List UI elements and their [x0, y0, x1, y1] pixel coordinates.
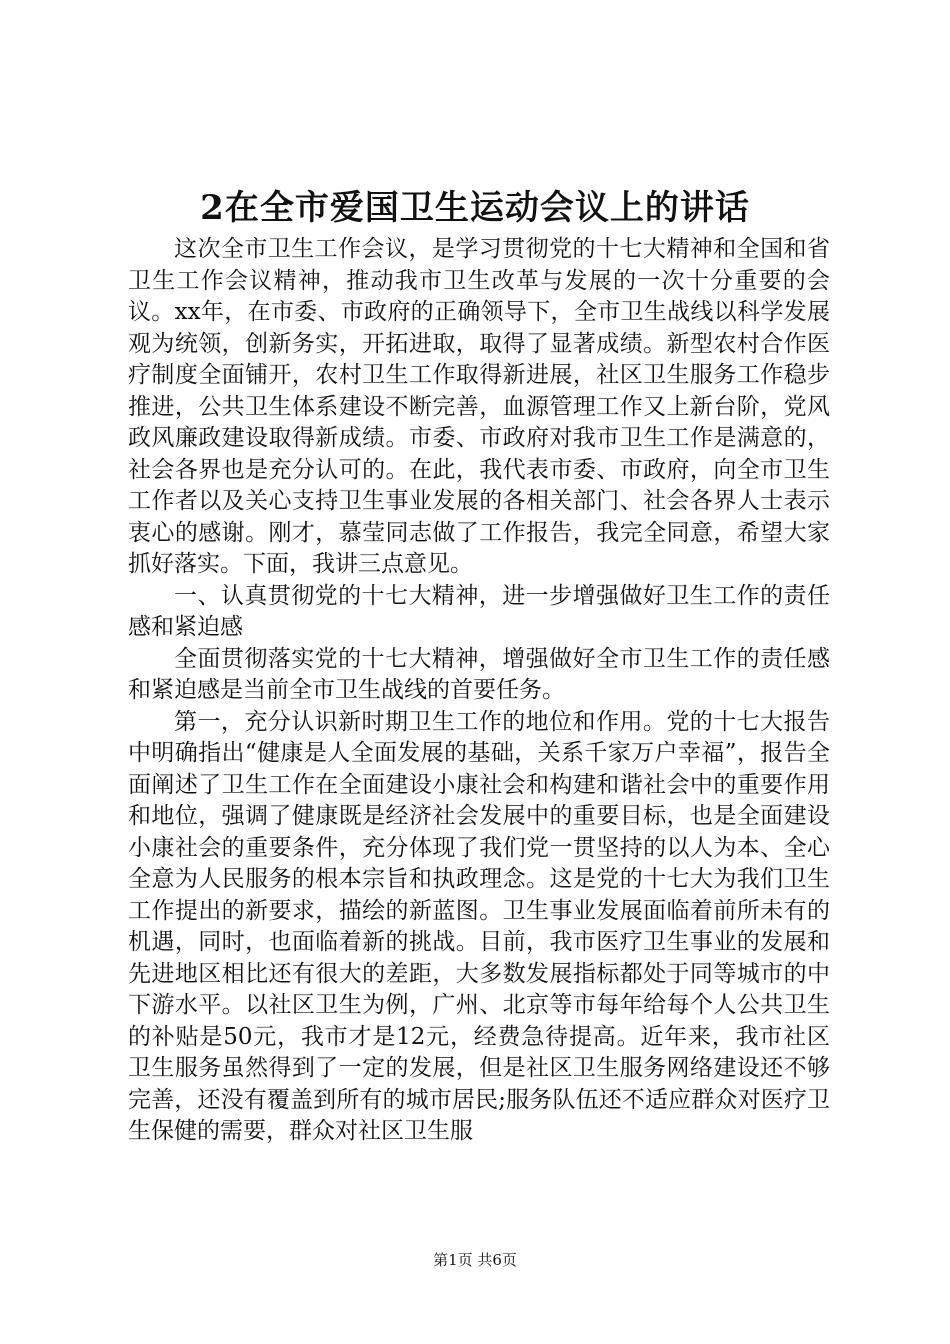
- paragraph-point-one: 第一，充分认识新时期卫生工作的地位和作用。党的十七大报告中明确指出“健康是人全面发展的基础，关系千家万户幸福”，报告全面阐述了卫生工作在全面建设小康社会和构建和谐社会中的重要作用和地位，强调了健康既是经济社会发展中的重要目标，也是全面建设小康社会的重要条件，充分体现了我们党一贯坚持的以人为本、全心全意为人民服务的根本宗旨和执政理念。这是党的十七大为我们卫生工作提出的新要求，描绘的新蓝图。卫生事业发展面临着前所未有的机遇，同时，也面临着新的挑战。目前，我市医疗卫生事业的发展和先进地区相比还有很大的差距，大多数发展指标都处于同等城市的中下游水平。以社区卫生为例，广州、北京等市每年给每个人公共卫生的补贴是50元，我市才是12元，经费急待提高。近年来，我市社区卫生服务虽然得到了一定的发展，但是社区卫生服务网络建设还不够完善，还没有覆盖到所有的城市居民;服务队伍还不适应群众对医疗卫生保健的需要，群众对社区卫生服: [128, 708, 830, 1144]
- document-title: 2在全市爱国卫生运动会议上的讲话: [200, 188, 750, 228]
- paragraph-intro: 这次全市卫生工作会议，是学习贯彻党的十七大精神和全国和省卫生工作会议精神，推动我市卫生改革与发展的一次十分重要的会议。xx年，在市委、市政府的正确领导下，全市卫生战线以科学发展观为统领，创新务实，开拓进取，取得了显著成绩。新型农村合作医疗制度全面铺开，农村卫生工作取得新进展，社区卫生服务工作稳步推进，公共卫生体系建设不断完善，血源管理工作又上新台阶，党风政风廉政建设取得新成绩。市委、市政府对我市卫生工作是满意的，社会各界也是充分认可的。在此，我代表市委、市政府，向全市卫生工作者以及关心支持卫生事业发展的各相关部门、社会各界人士表示衷心的感谢。刚才，慕莹同志做了工作报告，我完全同意，希望大家抓好落实。下面，我讲三点意见。: [128, 236, 830, 577]
- document-body: [128, 234, 830, 1148]
- paragraph-section-summary: 全面贯彻落实党的十七大精神，增强做好全市卫生工作的责任感和紧迫感是当前全市卫生战线的首要任务。: [128, 645, 830, 703]
- page-number-footer: 第1页 共6页: [433, 1251, 517, 1269]
- paragraph-section-heading: 一、认真贯彻党的十七大精神，进一步增强做好卫生工作的责任感和紧迫感: [128, 582, 830, 640]
